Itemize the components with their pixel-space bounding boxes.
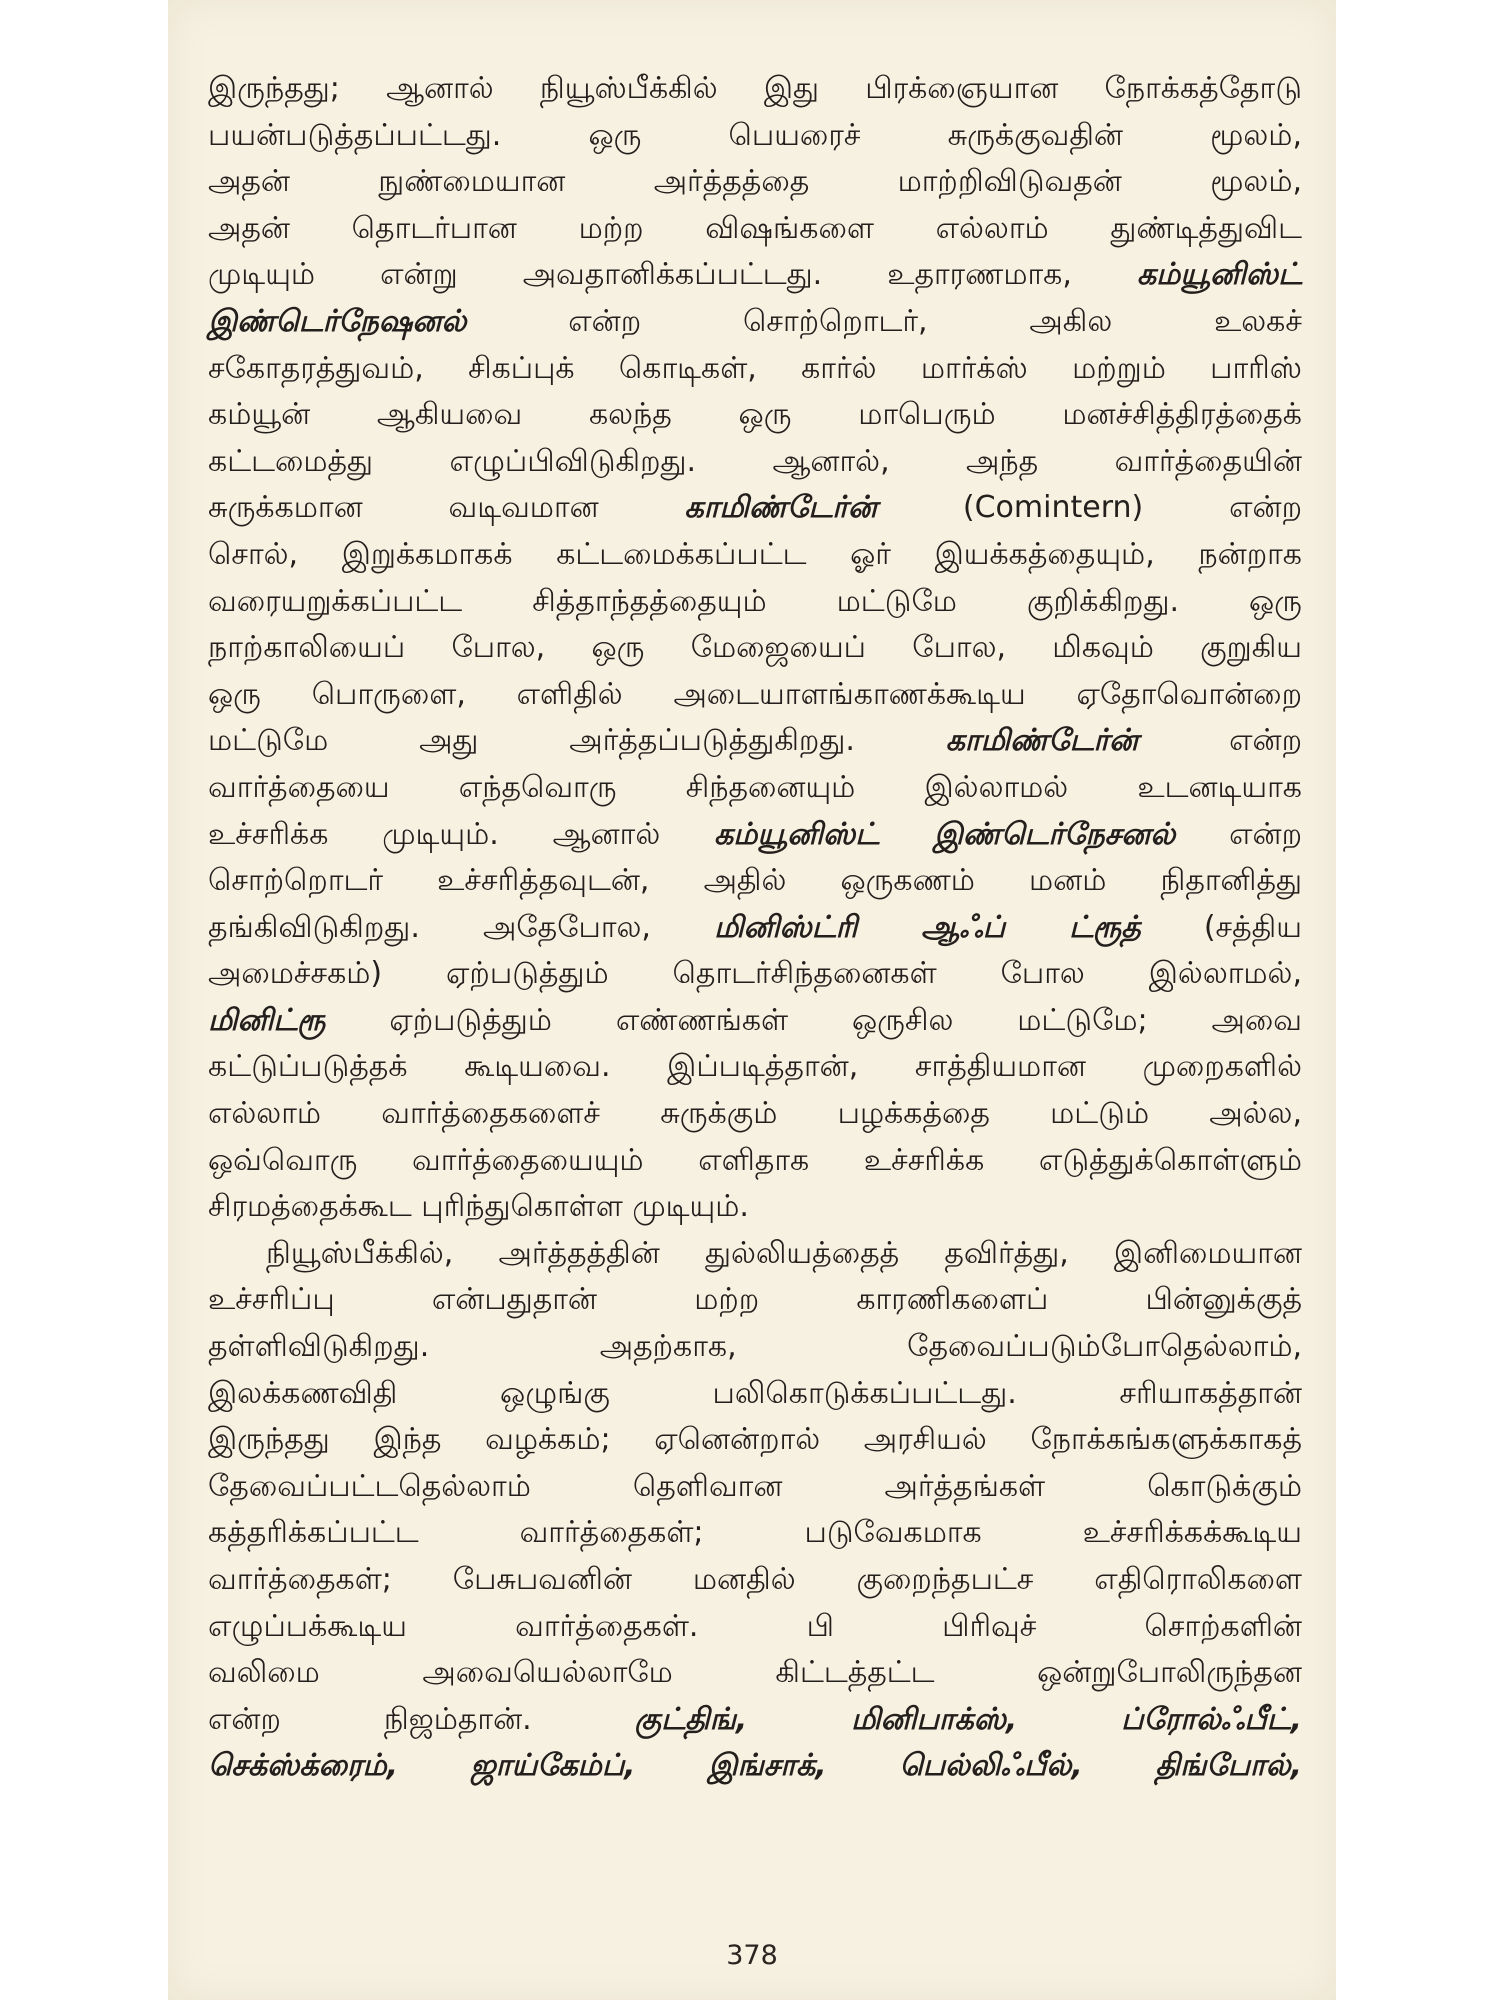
text-run: (சத்திய	[1140, 909, 1302, 945]
page-number: 378	[726, 1940, 778, 1971]
text-run: வரையறுக்கப்பட்ட சித்தாந்தத்தையும் மட்டுமே குறிக்கிறது. ஒரு	[208, 583, 1302, 619]
emphasized-term: காமிண்டேர்ன்	[945, 723, 1139, 759]
text-line	[208, 858, 1302, 905]
text-line	[208, 1091, 1302, 1138]
text-run: (Comintern) என்ற	[877, 490, 1302, 526]
text-run: கட்டமைத்து எழுப்பிவிடுகிறது. ஆனால், அந்த வார்த்தையின்	[208, 443, 1302, 479]
text-run: பயன்படுத்தப்பட்டது. ஒரு பெயரைச் சுருக்குவதின் மூலம்,	[208, 117, 1302, 153]
text-line	[208, 1697, 1302, 1744]
text-run: கத்தரிக்கப்பட்ட வார்த்தைகள்; படுவேகமாக உச்சரிக்கக்கூடிய	[208, 1515, 1302, 1551]
text-line	[208, 812, 1302, 859]
text-run: வார்த்தைகள்; பேசுபவனின் மனதில் குறைந்தபட்ச எதிரொலிகளை	[208, 1562, 1302, 1597]
text-run: நியூஸ்பீக்கில், அர்த்தத்தின் துல்லியத்தைத் தவிர்த்து, இனிமையான	[266, 1235, 1302, 1271]
text-run: அமைச்சகம்) ஏற்படுத்தும் தொடர்சிந்தனைகள் போல இல்லாமல்,	[208, 956, 1302, 992]
text-run: சிரமத்தைக்கூட புரிந்துகொள்ள முடியும்.	[208, 1189, 749, 1225]
text-run: எல்லாம் வார்த்தைகளைச் சுருக்கும் பழக்கத்தை மட்டும் அல்ல,	[208, 1096, 1302, 1132]
text-line	[208, 1464, 1302, 1511]
text-run: தள்ளிவிடுகிறது. அதற்காக, தேவைப்படும்போதெல்லாம்,	[208, 1329, 1302, 1365]
text-line	[208, 1604, 1302, 1651]
text-line	[208, 718, 1302, 765]
text-line	[208, 998, 1302, 1045]
text-run: உச்சரிக்க முடியும். ஆனால்	[208, 816, 715, 852]
text-line	[208, 1044, 1302, 1091]
text-line	[208, 66, 1302, 113]
text-run: தேவைப்பட்டதெல்லாம் தெளிவான அர்த்தங்கள் கொடுக்கும்	[208, 1468, 1302, 1504]
text-line	[208, 951, 1302, 998]
text-run: நாற்காலியைப் போல, ஒரு மேஜையைப் போல, மிகவும் குறுகிய	[208, 630, 1302, 666]
text-line	[208, 625, 1302, 672]
text-line	[208, 206, 1302, 253]
emphasized-term: மினிட்ரூ	[208, 1002, 326, 1038]
text-run: இருந்தது இந்த வழக்கம்; ஏனென்றால் அரசியல் நோக்கங்களுக்காகத்	[208, 1422, 1302, 1458]
text-run: மட்டுமே அது அர்த்தப்படுத்துகிறது.	[208, 723, 946, 759]
text-run: எழுப்பக்கூடிய வார்த்தைகள். பி பிரிவுச் சொற்களின்	[208, 1608, 1302, 1644]
text-line	[208, 346, 1302, 393]
text-line	[208, 1743, 1302, 1790]
text-line	[208, 765, 1302, 812]
page-text-body	[208, 66, 1302, 1790]
text-run: ஏற்படுத்தும் எண்ணங்கள் ஒருசில மட்டுமே; அவை	[325, 1002, 1302, 1038]
book-page	[168, 0, 1336, 2000]
emphasized-term: செக்ஸ்க்ரைம், ஜாய்கேம்ப், இங்சாக், பெல்லிஃபீல், திங்போல்,	[208, 1748, 1302, 1784]
text-line	[208, 1231, 1302, 1278]
text-run: வலிமை அவையெல்லாமே கிட்டத்தட்ட ஒன்றுபோலிருந்தன	[208, 1655, 1302, 1691]
text-line	[208, 113, 1302, 160]
text-line	[208, 1138, 1302, 1185]
text-run: என்ற	[1138, 723, 1302, 759]
emphasized-term: காமிண்டேர்ன்	[684, 490, 878, 526]
text-run: இருந்தது; ஆனால் நியூஸ்பீக்கில் இது பிரக்ஞையான நோக்கத்தோடு	[208, 71, 1302, 106]
emphasized-term: குட்திங், மினிபாக்ஸ், ப்ரோல்ஃபீட்,	[634, 1701, 1302, 1737]
text-line	[208, 905, 1302, 952]
text-line	[208, 1557, 1302, 1604]
text-run: அதன் நுண்மையான அர்த்தத்தை மாற்றிவிடுவதன் மூலம்,	[208, 164, 1302, 200]
text-run: ஒவ்வொரு வார்த்தையையும் எளிதாக உச்சரிக்க எடுத்துக்கொள்ளும்	[208, 1142, 1302, 1178]
text-run: என்ற சொற்றொடர், அகில உலகச்	[466, 303, 1302, 339]
text-run: தங்கிவிடுகிறது. அதேபோல,	[208, 909, 715, 945]
text-run: கட்டுப்படுத்தக் கூடியவை. இப்படித்தான், சாத்தியமான முறைகளில்	[208, 1049, 1302, 1085]
emphasized-term: இண்டெர்நேஷனல்	[208, 303, 467, 339]
emphasized-term: கம்யூனிஸ்ட்	[1136, 257, 1302, 293]
text-line	[208, 252, 1302, 299]
text-line	[208, 1184, 1302, 1231]
text-line	[208, 392, 1302, 439]
text-line	[208, 439, 1302, 486]
text-line	[208, 1417, 1302, 1464]
text-run: வார்த்தையை எந்தவொரு சிந்தனையும் இல்லாமல் உடனடியாக	[208, 769, 1302, 805]
text-line	[208, 485, 1302, 532]
text-line	[208, 1371, 1302, 1418]
text-line	[208, 1650, 1302, 1697]
text-line	[208, 532, 1302, 579]
text-line	[208, 1277, 1302, 1324]
text-run: என்ற நிஜம்தான்.	[208, 1701, 635, 1737]
text-run: சொல், இறுக்கமாகக் கட்டமைக்கப்பட்ட ஓர் இயக்கத்தையும், நன்றாக	[208, 536, 1302, 572]
text-run: ஒரு பொருளை, எளிதில் அடையாளங்காணக்கூடிய ஏதோவொன்றை	[208, 676, 1302, 712]
text-line	[208, 579, 1302, 626]
text-run: சகோதரத்துவம், சிகப்புக் கொடிகள், கார்ல் மார்க்ஸ் மற்றும் பாரிஸ்	[208, 350, 1302, 386]
text-run: உச்சரிப்பு என்பதுதான் மற்ற காரணிகளைப் பின்னுக்குத்	[208, 1282, 1302, 1318]
text-run: கம்யூன் ஆகியவை கலந்த ஒரு மாபெரும் மனச்சித்திரத்தைக்	[208, 397, 1302, 433]
text-line	[208, 1324, 1302, 1371]
text-run: சொற்றொடர் உச்சரித்தவுடன், அதில் ஒருகணம் மனம் நிதானித்து	[208, 863, 1302, 899]
emphasized-term: கம்யூனிஸ்ட் இண்டெர்நேசனல்	[714, 816, 1176, 852]
text-line	[208, 159, 1302, 206]
text-run: அதன் தொடர்பான மற்ற விஷங்களை எல்லாம் துண்டித்துவிட	[208, 210, 1302, 246]
text-run: இலக்கணவிதி ஒழுங்கு பலிகொடுக்கப்பட்டது. சரியாகத்தான்	[208, 1375, 1302, 1411]
text-line	[208, 1510, 1302, 1557]
text-run: என்ற	[1175, 816, 1302, 852]
emphasized-term: மினிஸ்ட்ரி ஆஃப் ட்ரூத்	[714, 909, 1141, 945]
text-run: முடியும் என்று அவதானிக்கப்பட்டது. உதாரணமாக,	[208, 257, 1137, 293]
text-line	[208, 672, 1302, 719]
text-run: சுருக்கமான வடிவமான	[208, 490, 685, 526]
text-line	[208, 299, 1302, 346]
